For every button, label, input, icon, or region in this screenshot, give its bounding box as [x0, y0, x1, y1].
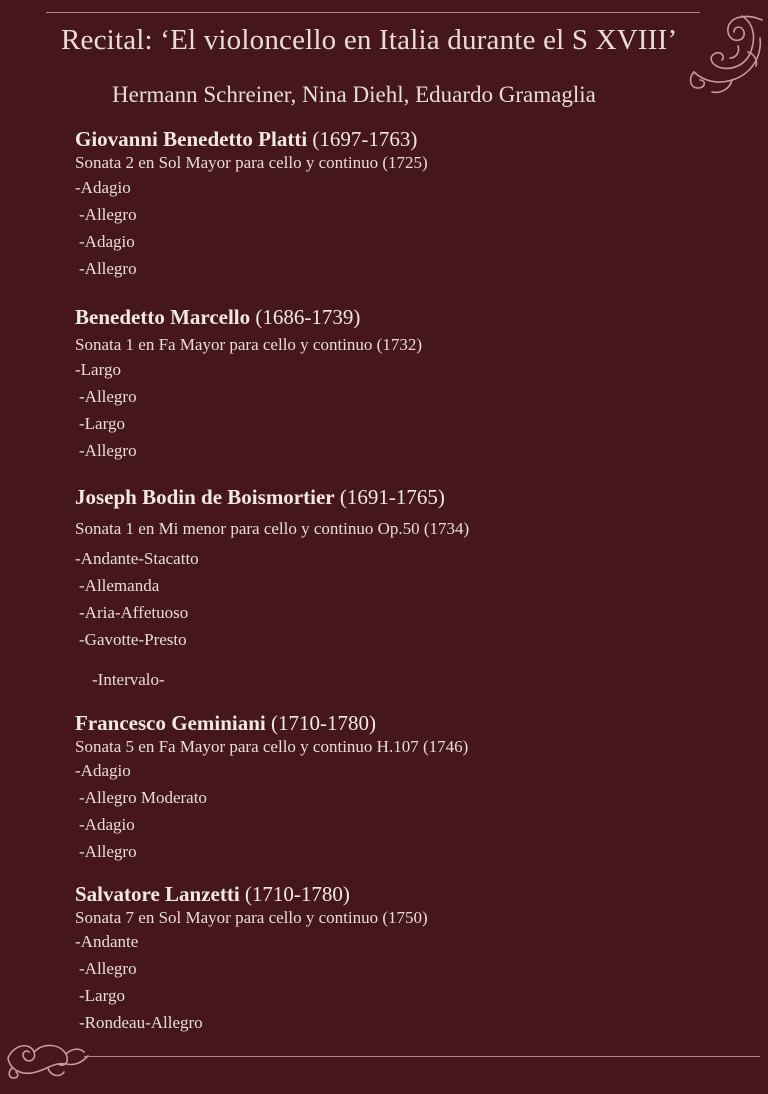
movement: -Allegro — [79, 387, 137, 406]
movement: -Adagio — [75, 761, 131, 780]
movement: -Allegro Moderato — [79, 788, 207, 807]
work-title: Sonata 7 en Sol Mayor para cello y continuo (1750) — [75, 908, 428, 927]
composer-heading: Benedetto Marcello (1686-1739) — [75, 305, 361, 329]
movement: -Aria-Affetuoso — [79, 603, 189, 622]
movement: -Adagio — [79, 815, 135, 834]
composer-heading: Salvatore Lanzetti (1710-1780) — [75, 882, 350, 906]
composer-heading: Joseph Bodin de Boismortier (1691-1765) — [75, 485, 445, 509]
movement: -Andante — [75, 932, 139, 951]
movement: -Largo — [75, 360, 121, 379]
program-item — [75, 710, 468, 865]
work-title: Sonata 5 en Fa Mayor para cello y continuo H.107 (1746) — [75, 737, 469, 756]
work-title: Sonata 1 en Mi menor para cello y continuo Op.50 (1734) — [75, 519, 470, 538]
performers-line: Hermann Schreiner, Nina Diehl, Eduardo Gramaglia — [112, 82, 596, 107]
movement: -Largo — [79, 414, 125, 433]
movement: -Largo — [79, 986, 125, 1005]
composer-heading: Giovanni Benedetto Platti (1697-1763) — [75, 127, 418, 151]
movement: -Allegro — [79, 959, 137, 978]
work-title: Sonata 2 en Sol Mayor para cello y continuo (1725) — [75, 153, 428, 172]
program-item — [75, 881, 428, 1036]
movement: -Allegro — [79, 842, 137, 861]
movement: -Gavotte-Presto — [79, 630, 187, 649]
work-title: Sonata 1 en Fa Mayor para cello y continuo (1732) — [75, 335, 422, 354]
movement: -Rondeau-Allegro — [79, 1013, 203, 1032]
movement: -Adagio — [75, 178, 131, 197]
movement: -Allegro — [79, 441, 137, 460]
top-divider — [46, 12, 700, 13]
movement: -Allemanda — [79, 576, 160, 595]
flourish-ornament-icon — [682, 8, 766, 98]
flourish-ornament-icon — [4, 1036, 90, 1082]
program-item — [75, 484, 469, 653]
movement: -Andante-Stacatto — [75, 549, 199, 568]
composer-heading: Francesco Geminiani (1710-1780) — [75, 711, 376, 735]
movement: -Allegro — [79, 205, 137, 224]
movement: -Allegro — [79, 259, 137, 278]
bottom-divider — [84, 1056, 760, 1057]
program-item — [75, 304, 422, 464]
movement: -Adagio — [79, 232, 135, 251]
interval-note: -Intervalo- — [92, 670, 165, 689]
program-item — [75, 126, 428, 282]
